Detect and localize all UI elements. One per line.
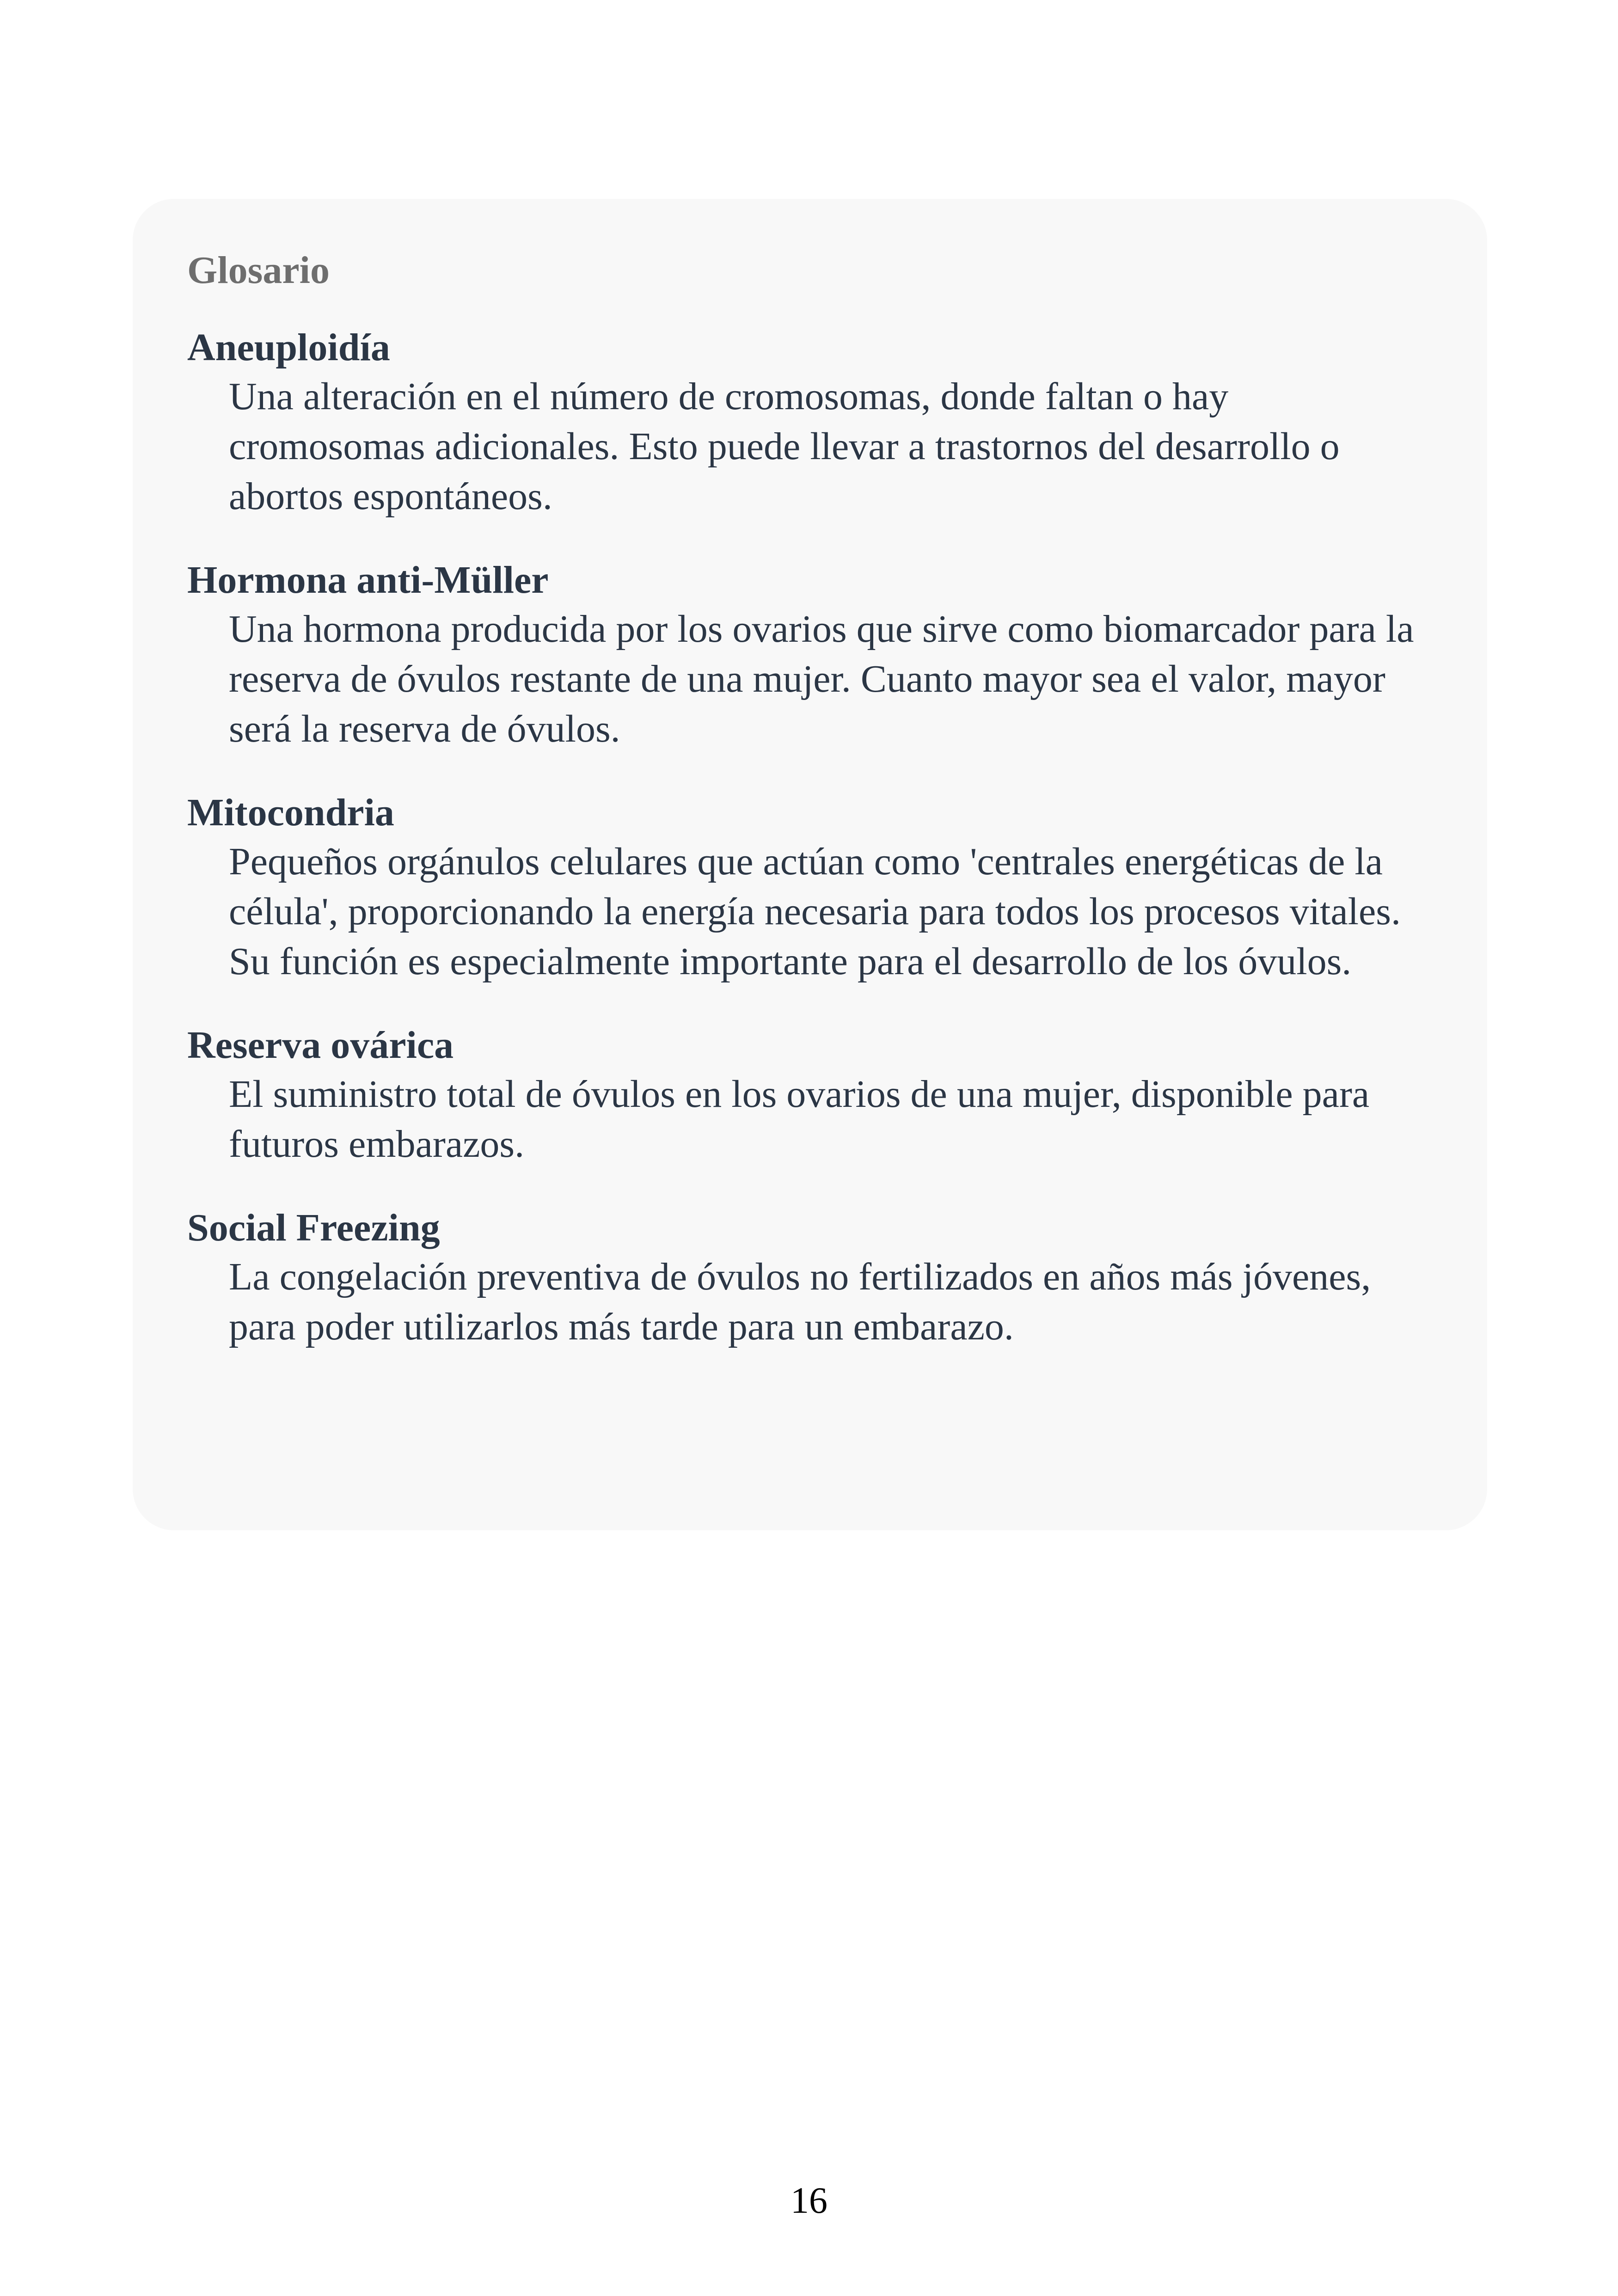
glossary-entry-hormona-anti-muller (187, 556, 1433, 754)
glossary-definition: La congelación preventiva de óvulos no fertilizados en años más jóvenes, para poder utilizarlos más tarde para un embarazo. (229, 1255, 1371, 1348)
glossary-definition: Una alteración en el número de cromosomas, donde faltan o hay cromosomas adicionales. Esto puede llevar a trastornos del desarrollo o abortos espontáneos. (229, 375, 1340, 518)
glossary-term: Social Freezing (187, 1206, 440, 1249)
glossary-term: Hormona anti-Müller (187, 559, 549, 602)
glossary-definition: Una hormona producida por los ovarios que sirve como biomarcador para la reserva de óvulos restante de una mujer. Cuanto mayor sea el valor, mayor será la reserva de óvulos. (229, 608, 1414, 750)
glossary-definition: El suministro total de óvulos en los ovarios de una mujer, disponible para futuros embarazos. (229, 1073, 1370, 1166)
glossary-term: Reserva ovárica (187, 1024, 454, 1067)
glossary-term: Aneuploidía (187, 326, 390, 369)
glossary-entry-mitocondria (187, 789, 1433, 987)
page-number: 16 (791, 2180, 827, 2221)
glossary-term: Mitocondria (187, 791, 394, 834)
glossary-entry-aneuploidia (187, 324, 1433, 522)
glossary-title: Glosario (187, 249, 330, 292)
glossary-box (133, 199, 1487, 1530)
glossary-definition: Pequeños orgánulos celulares que actúan como 'centrales energéticas de la célula', proporcionando la energía necesaria para todos los procesos vitales. Su función es especialmente importante para el desarrollo de los óvulos. (229, 840, 1401, 983)
glossary-entry-reserva-ovarica (187, 1021, 1433, 1169)
glossary-entry-social-freezing (187, 1204, 1433, 1352)
